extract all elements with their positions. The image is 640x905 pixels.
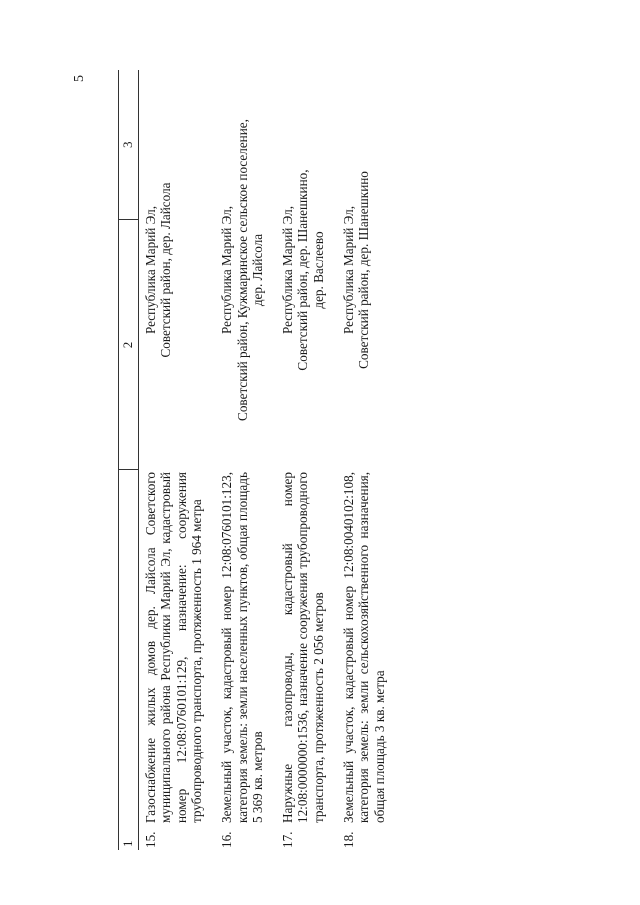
item-description: Земельный участок, кадастровый номер 12:08:0760101:123, категория земель: земли населенных пунктов, общая площадь 5 369 кв. метров: [218, 472, 266, 823]
rotated-sheet: [118, 70, 538, 850]
description-cell: [138, 470, 215, 850]
page-number: 5: [72, 75, 87, 82]
description-cell: [276, 470, 337, 850]
location-cell: [276, 70, 337, 470]
location-line: дер. Васлеево: [310, 231, 326, 309]
location-line: Республика Марий Эл,: [279, 205, 295, 335]
table-row: [337, 70, 398, 850]
property-table: [118, 70, 397, 850]
description-cell: [337, 470, 398, 850]
location-line: Республика Марий Эл,: [340, 205, 356, 335]
item-description: Газоснабжение жилых домов дер. Лайсола Советского муниципального района Республики Марий Эл, кадастровый номер 12:08:0760101:129, назначение: сооружения трубопроводного транспорта, протяженность 1 964 метра: [142, 472, 205, 823]
column-header-1: 1: [119, 470, 139, 850]
table-row: [215, 70, 276, 850]
item-description: Земельный участок, кадастровый номер 12:08:0040102:108, категория земель: земли сельскохозяйственного назначения, общая площадь 3 кв. метра: [340, 472, 387, 823]
location-line: дер. Лайсола: [250, 233, 266, 307]
location-line: Республика Марий Эл,: [142, 205, 158, 335]
item-number: 16.: [218, 831, 234, 848]
description-cell: [215, 470, 276, 850]
column-header-3: 3: [119, 70, 139, 220]
column-header-2: 2: [119, 220, 139, 470]
item-number: 15.: [142, 831, 158, 848]
item-number: 17.: [279, 831, 295, 848]
location-line: Советский район, дер. Шанешкино,: [295, 169, 311, 371]
location-line: Советский район, дер. Шанешкино: [356, 171, 372, 369]
location-line: Советский район, дер. Лайсола: [158, 182, 174, 358]
location-cell: [337, 70, 398, 470]
location-line: Советский район, Кужмаринское сельское поселение,: [234, 119, 250, 421]
item-description: Наружные газопроводы, кадастровый номер 12:08:0000000:1536, назначение сооружения трубопроводного транспорта, протяженность 2 056 метров: [279, 472, 326, 823]
table-header: [119, 70, 139, 850]
location-line: Республика Марий Эл,: [218, 205, 234, 335]
table-row: [276, 70, 337, 850]
table-row: [138, 70, 215, 850]
item-number: 18.: [340, 831, 356, 848]
location-cell: [138, 70, 215, 470]
location-cell: [215, 70, 276, 470]
